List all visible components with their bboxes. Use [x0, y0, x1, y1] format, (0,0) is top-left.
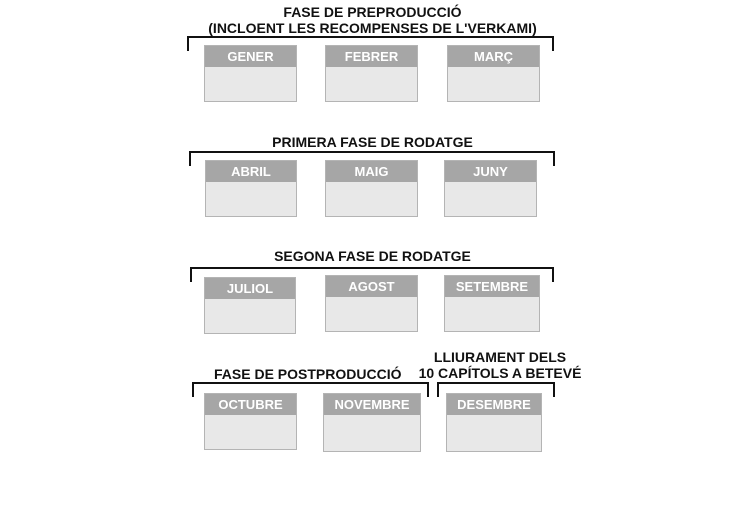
month-label: NOVEMBRE: [324, 394, 420, 415]
month-card-maig: [325, 160, 418, 217]
month-card-marc: [447, 45, 540, 102]
month-label: JUNY: [445, 161, 536, 182]
month-label: MARÇ: [448, 46, 539, 67]
month-label: AGOST: [326, 276, 417, 297]
month-label: DESEMBRE: [447, 394, 541, 415]
month-label: FEBRER: [326, 46, 417, 67]
month-card-agost: [325, 275, 418, 332]
month-card-juliol: [204, 277, 296, 334]
phase-1-title-line1: FASE DE PREPRODUCCIÓ: [283, 4, 462, 20]
phase-1-title-line2: (INCLOENT LES RECOMPENSES DE L'VERKAMI): [208, 20, 537, 36]
month-label: JULIOL: [205, 278, 295, 299]
month-card-gener: [204, 45, 297, 102]
month-label: SETEMBRE: [445, 276, 539, 297]
phase-3-title: SEGONA FASE DE RODATGE: [274, 248, 471, 264]
month-card-octubre: [204, 393, 297, 450]
month-card-abril: [205, 160, 297, 217]
phase-5-title-line2: 10 CAPÍTOLS A BETEVÉ: [418, 365, 582, 381]
month-card-desembre: [446, 393, 542, 452]
month-label: OCTUBRE: [205, 394, 296, 415]
month-card-juny: [444, 160, 537, 217]
month-card-setembre: [444, 275, 540, 332]
phase-5-title-line1: LLIURAMENT DELS: [433, 349, 567, 365]
month-label: MAIG: [326, 161, 417, 182]
month-card-novembre: [323, 393, 421, 452]
month-card-febrer: [325, 45, 418, 102]
month-label: ABRIL: [206, 161, 296, 182]
phase-2-title: PRIMERA FASE DE RODATGE: [272, 134, 473, 150]
phase-4-title: FASE DE POSTPRODUCCIÓ: [214, 366, 402, 382]
month-label: GENER: [205, 46, 296, 67]
